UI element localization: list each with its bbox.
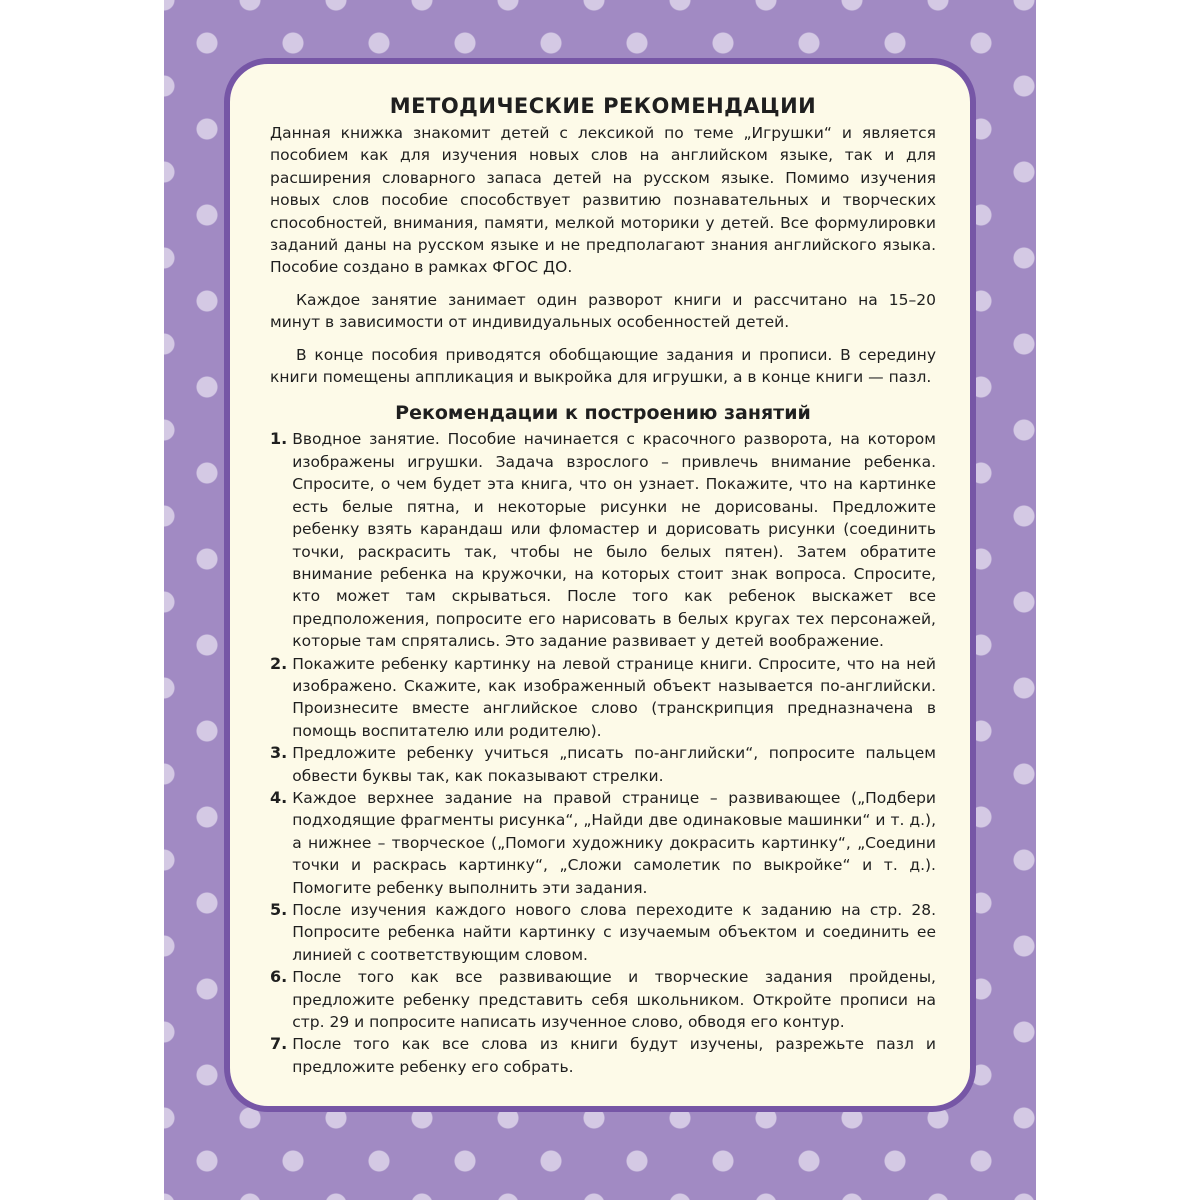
step-item — [270, 1033, 936, 1078]
step-item — [270, 653, 936, 743]
intro-paragraph: В конце пособия приводятся обобщающие задания и прописи. В середину книги помещены аппликация и выкройка для игрушки, а в конце книги — пазл. — [270, 345, 936, 387]
step-item — [270, 899, 936, 966]
polka-dot-background — [164, 0, 1036, 1200]
step-text: Каждое верхнее задание на правой странице – развивающее („Подбери подходящие фрагменты рисунка“, „Найди две одинаковые машинки“ и т. д.), а нижнее – творческое („Помоги художнику докрасить картинку“, „Соедини точки и раскрась картинку“, „Сложи самолетик по выкройке“ и т. д.). Помогите ребенку выполнить эти задания. — [292, 788, 936, 897]
step-number: 2. — [270, 653, 288, 673]
step-number: 5. — [270, 900, 288, 919]
step-text: После того как все развивающие и творческие задания пройдены, предложите ребенку представить себя школьником. Откройте прописи на стр. 29 и попросите написать изученное слово, обводя его контур. — [292, 968, 936, 1032]
step-text: Покажите ребенку картинку на левой странице книги. Спросите, что на ней изображено. Скажите, как изображенный объект называется по-английски. Произнесите вместе английское слово (транскрипция предназначена в помощь воспитателю или родителю). — [292, 654, 936, 740]
step-text: После того как все слова из книги будут изучены, разрежьте пазл и предложите ребенку его собрать. — [292, 1035, 936, 1076]
step-text: Предложите ребенку учиться „писать по-английски“, попросите пальцем обвести буквы так, как показывают стрелки. — [292, 744, 936, 785]
steps-list — [270, 428, 936, 1078]
page-title: МЕТОДИЧЕСКИЕ РЕКОМЕНДАЦИИ — [389, 94, 817, 118]
intro-paragraph: Каждое занятие занимает один разворот книги и рассчитано на 15–20 минут в зависимости от индивидуальных особенностей детей. — [270, 290, 936, 332]
step-number: 4. — [270, 787, 288, 807]
intro-paragraph: Данная книжка знакомит детей с лексикой по теме „Игрушки“ и является пособием как для изучения новых слов на английском языке, так и для расширения словарного запаса детей на русском языке. Помимо изучения новых слов пособие способствует развитию познавательных и творческих способностей, внимания, памяти, мелкой моторики у детей. Все формулировки заданий даны на русском языке и не предполагают знания английского языка. Пособие создано в рамках ФГОС ДО. — [270, 124, 936, 277]
step-item — [270, 742, 936, 787]
step-number: 1. — [270, 429, 288, 449]
step-text: После изучения каждого нового слова переходите к заданию на стр. 28. Попросите ребенка найти картинку с изучаемым объектом и соединить ее линией с соответствующим словом. — [292, 901, 936, 964]
step-number: 6. — [270, 967, 288, 987]
step-item — [270, 787, 936, 899]
content-card — [224, 58, 976, 1112]
step-item — [270, 966, 936, 1033]
step-number: 7. — [270, 1034, 288, 1054]
section-subtitle: Рекомендации к построению занятий — [395, 402, 811, 425]
step-number: 3. — [270, 743, 288, 763]
step-item — [270, 428, 936, 652]
step-text: Вводное занятие. Пособие начинается с красочного разворота, на котором изображены игрушки. Задача взрослого – привлечь внимание ребенка. Спросите, о чем будет эта книга, что он узнает. Покажите, что на картинке есть белые пятна, и некоторые рисунки не дорисованы. Предложите ребенку взять карандаш или фломастер и дорисовать рисунки (соединить точки, раскрасить так, чтобы не было белых пятен). Затем обратите внимание ребенка на кружочки, на которых стоит знак вопроса. Спросите, кто может там скрываться. После того как ребенок выскажет все предположения, попросите его нарисовать в белых кругах тех персонажей, которые там спрятались. Это задание развивает у детей воображение. — [292, 430, 936, 651]
